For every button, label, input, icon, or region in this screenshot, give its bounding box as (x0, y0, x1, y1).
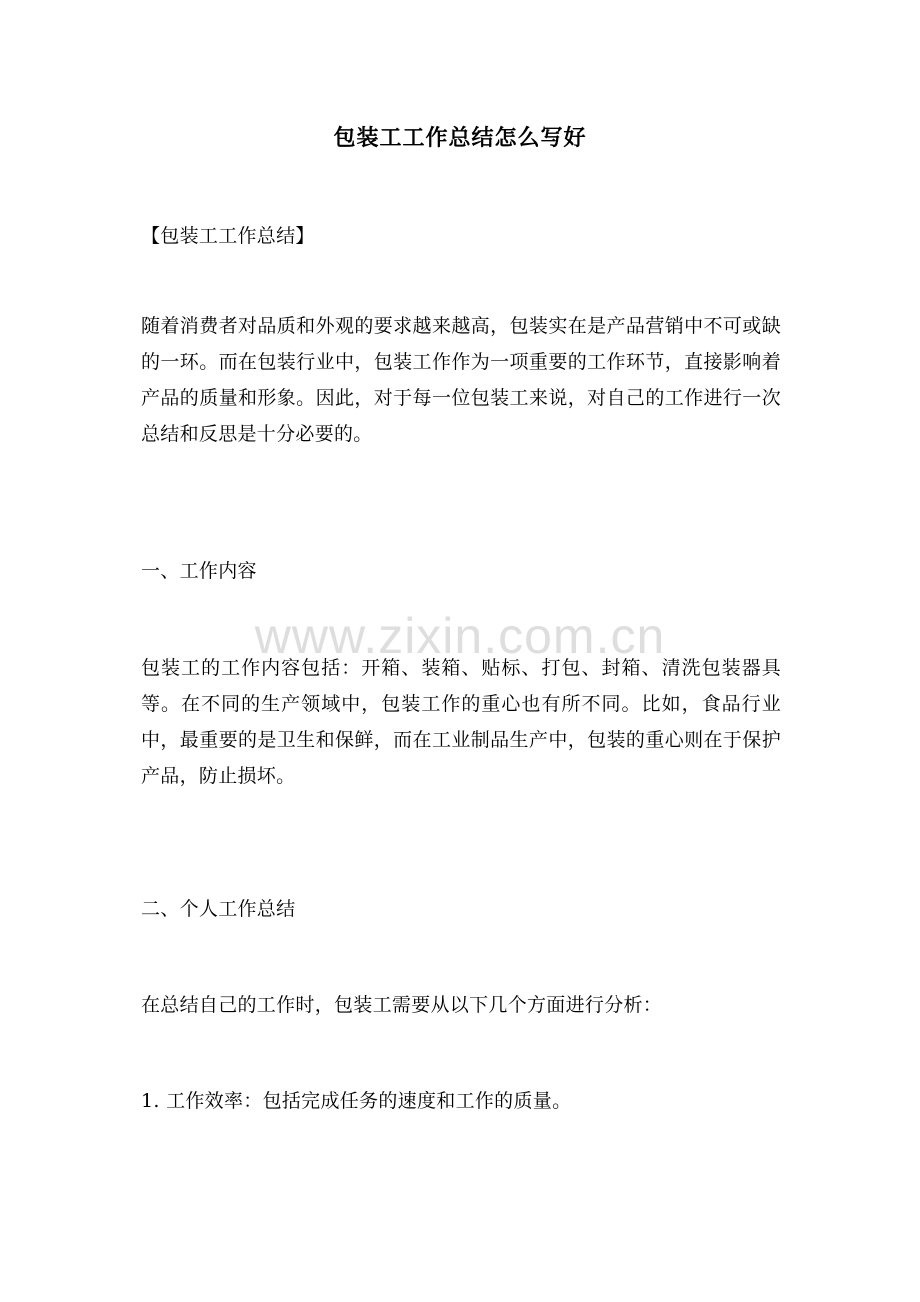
document-title: 包装工工作总结怎么写好 (333, 125, 587, 151)
list-item-work-efficiency: 1. 工作效率：包括完成任务的速度和工作的质量。 (141, 1090, 572, 1112)
section-heading-work-content: 一、工作内容 (141, 560, 257, 582)
section-heading-personal-summary: 二、个人工作总结 (141, 898, 296, 920)
work-content-paragraph: 包装工的工作内容包括：开箱、装箱、贴标、打包、封箱、清洗包装器具等。在不同的生产领域中，包装工作的重心也有所不同。比如，食品行业中，最重要的是卫生和保鲜，而在工业制品生产中，包装的重心则在于保护产品，防止损坏。 (141, 657, 781, 787)
watermark: www.zixin.com.cn (254, 608, 666, 664)
personal-summary-intro: 在总结自己的工作时，包装工需要从以下几个方面进行分析： (141, 994, 663, 1016)
document-subtitle: 【包装工工作总结】 (141, 225, 315, 247)
intro-paragraph: 随着消费者对品质和外观的要求越来越高，包装实在是产品营销中不可或缺的一环。而在包装行业中，包装工作作为一项重要的工作环节，直接影响着产品的质量和形象。因此，对于每一位包装工来说，对自己的工作进行一次总结和反思是十分必要的。 (141, 315, 781, 445)
